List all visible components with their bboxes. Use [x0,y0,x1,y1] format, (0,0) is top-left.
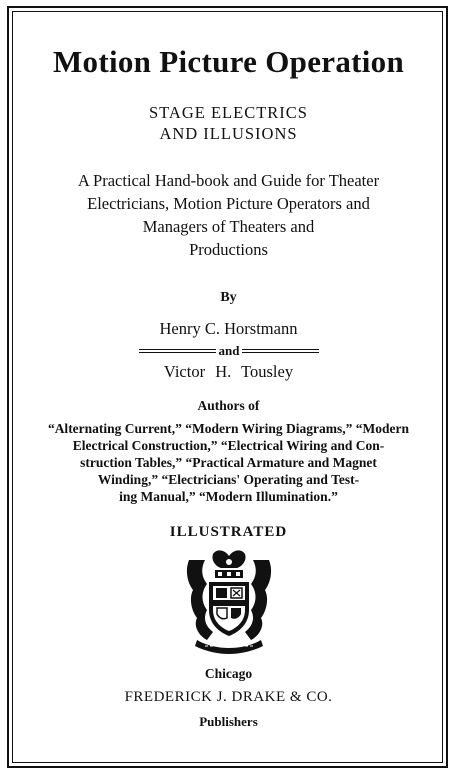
city-label: Chicago [204,666,253,681]
by-label: By [220,290,237,305]
illustrated-label: ILLUSTRATED [169,524,288,540]
title-page [14,14,443,762]
publisher-name: FREDERICK J. DRAKE & CO. [124,689,333,705]
description-line: Managers of Theaters and [142,217,315,236]
double-rule [139,349,216,353]
author-name: Henry C. Horstmann [159,319,298,338]
subtitle-line: STAGE ELECTRICS [149,103,308,122]
works-list [36,420,421,505]
and-label: and [218,343,240,358]
works-line: Electrical Construction,” “Electrical Wiring and Con- [72,438,385,453]
description [14,169,443,261]
works-line: ing Manual,” “Modern Illumination.” [119,489,338,504]
description-line: Electricians, Motion Picture Operators and [87,194,370,213]
double-rule [242,349,319,353]
authors-of-label: Authors of [197,398,260,413]
book-title: Motion Picture Operation [52,44,404,79]
description-line: Productions [189,240,268,259]
publishers-label: Publishers [199,714,258,729]
works-line: “Alternating Current,” “Modern Wiring Diagrams,” “Modern [47,421,410,436]
subtitle-line: AND ILLUSIONS [159,124,298,143]
works-line: Winding,” “Electricians' Operating and Test- [97,472,360,487]
author-name: Victor H. Tousley [163,362,294,381]
publisher-crest-icon [183,548,275,654]
description-line: A Practical Hand-book and Guide for Theater [77,171,380,190]
works-line: struction Tables,” “Practical Armature and Magnet [80,455,377,470]
subtitle [14,102,443,144]
and-separator [139,344,319,358]
